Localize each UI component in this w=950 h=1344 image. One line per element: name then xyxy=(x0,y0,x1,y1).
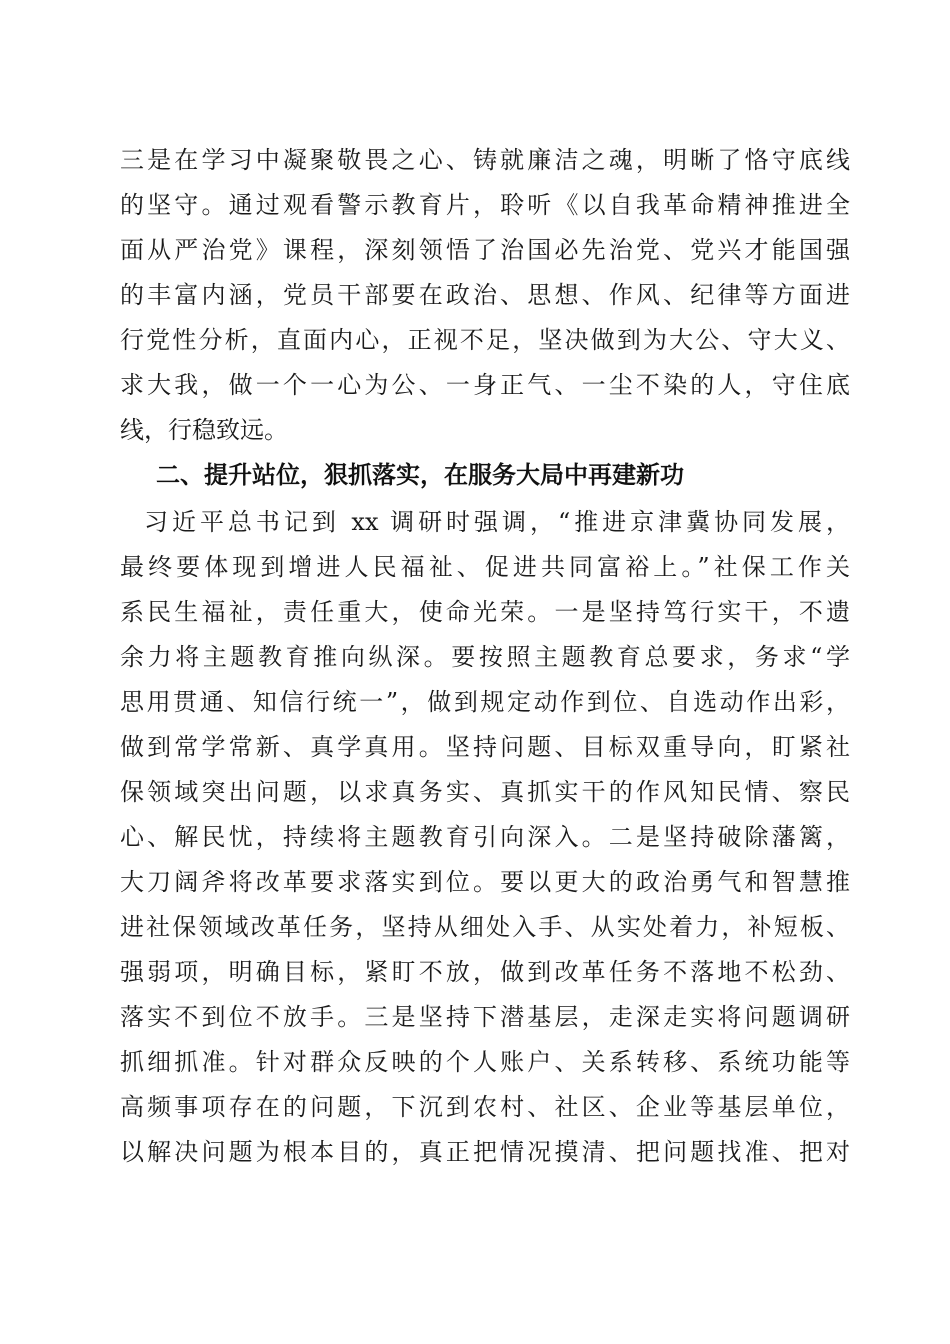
paragraph-1-line-3: 面从严治党》课程，深刻领悟了治国必先治党、党兴才能国强 xyxy=(120,236,850,264)
section-heading-2: 二、提升站位，狠抓落实，在服务大局中再建新功 xyxy=(156,461,684,489)
paragraph-2-line-14: 高频事项存在的问题，下沉到农村、社区、企业等基层单位， xyxy=(120,1093,850,1121)
paragraph-2-line-7: 保领域突出问题，以求真务实、真抓实干的作风知民情、察民 xyxy=(120,778,850,806)
paragraph-1-line-5: 行党性分析，直面内心，正视不足，坚决做到为大公、守大义、 xyxy=(120,326,850,354)
paragraph-2-line-5: 思用贯通、知信行统一”，做到规定动作到位、自选动作出彩， xyxy=(120,688,850,716)
paragraph-2-line-9: 大刀阔斧将改革要求落实到位。要以更大的政治勇气和智慧推 xyxy=(120,868,850,896)
paragraph-2-line-8: 心、解民忧，持续将主题教育引向深入。二是坚持破除藩篱， xyxy=(120,823,850,851)
paragraph-2-line-13: 抓细抓准。针对群众反映的个人账户、关系转移、系统功能等 xyxy=(120,1048,850,1076)
paragraph-2-line-2: 最终要体现到增进人民福祉、促进共同富裕上。”社保工作关 xyxy=(120,553,850,581)
paragraph-2-line-12: 落实不到位不放手。三是坚持下潜基层，走深走实将问题调研 xyxy=(120,1003,850,1031)
paragraph-1-line-1: 三是在学习中凝聚敬畏之心、铸就廉洁之魂，明晰了恪守底线 xyxy=(120,146,850,174)
paragraph-2-line-3: 系民生福祉，责任重大，使命光荣。一是坚持笃行实干，不遗 xyxy=(120,598,850,626)
paragraph-2-line-10: 进社保领域改革任务，坚持从细处入手、从实处着力，补短板、 xyxy=(120,913,850,941)
paragraph-2-line-6: 做到常学常新、真学真用。坚持问题、目标双重导向，盯紧社 xyxy=(120,733,850,761)
paragraph-1-line-6: 求大我，做一个一心为公、一身正气、一尘不染的人，守住底 xyxy=(120,371,850,399)
paragraph-1-line-4: 的丰富内涵，党员干部要在政治、思想、作风、纪律等方面进 xyxy=(120,281,850,309)
paragraph-2-line-11: 强弱项，明确目标，紧盯不放，做到改革任务不落地不松劲、 xyxy=(120,958,850,986)
paragraph-2-line-4: 余力将主题教育推向纵深。要按照主题教育总要求，务求“学 xyxy=(120,643,850,671)
paragraph-2-line-15: 以解决问题为根本目的，真正把情况摸清、把问题找准、把对 xyxy=(120,1138,850,1166)
paragraph-1-line-7: 线，行稳致远。 xyxy=(120,416,288,444)
paragraph-1-line-2: 的坚守。通过观看警示教育片，聆听《以自我革命精神推进全 xyxy=(120,191,850,219)
paragraph-2-line-1: 习近平总书记到 xx 调研时强调，“推进京津冀协同发展， xyxy=(144,508,850,536)
